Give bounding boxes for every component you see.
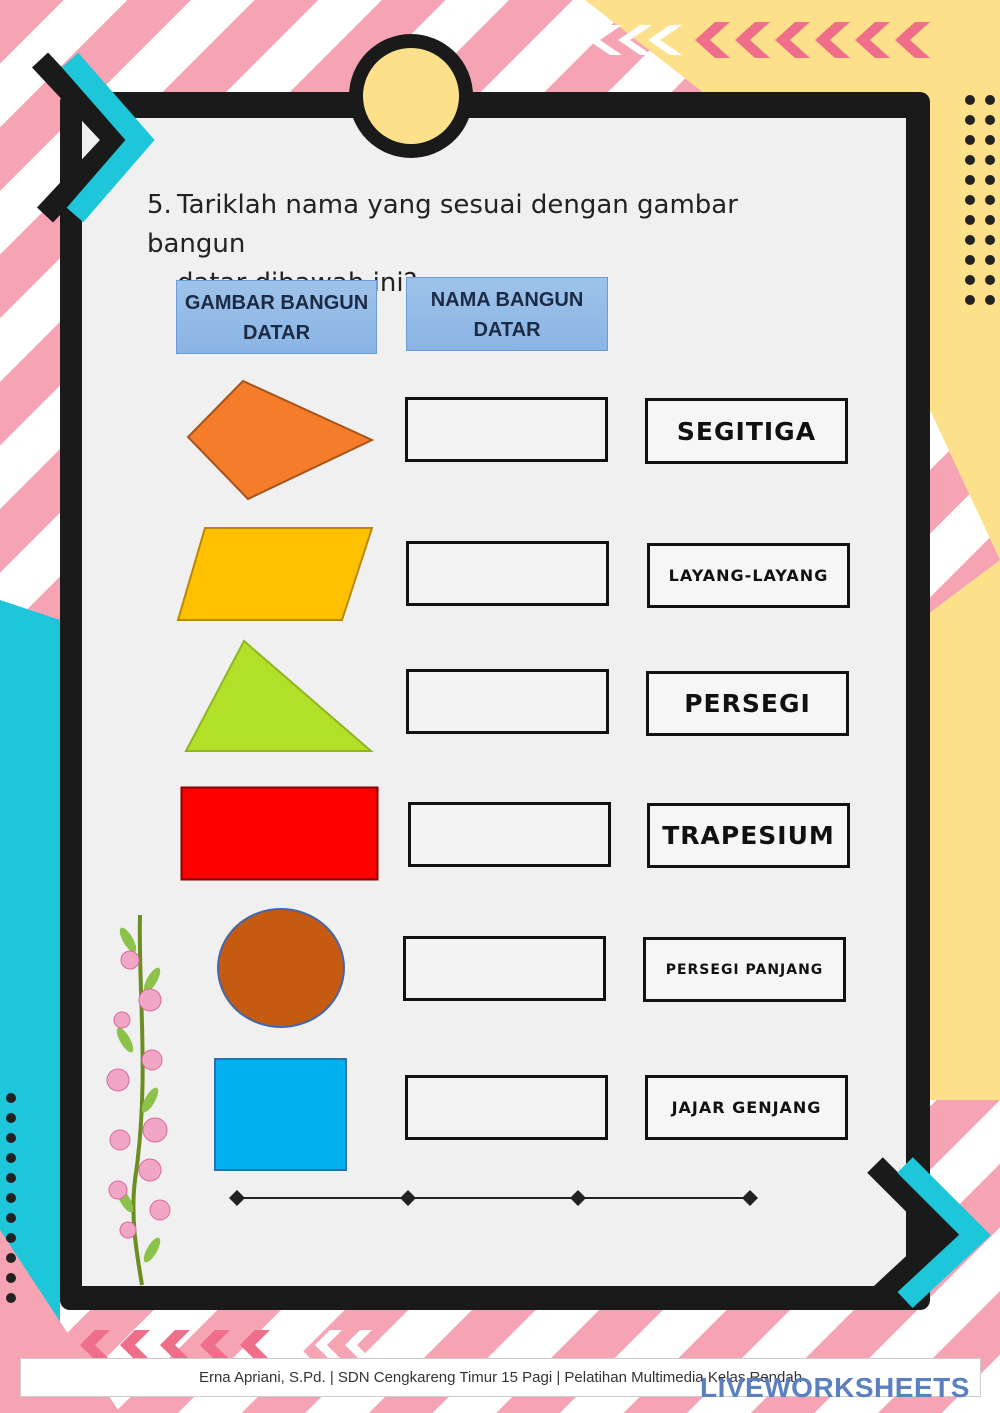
name-option-layang-layang[interactable]: LAYANG-LAYANG <box>647 543 850 608</box>
name-option-persegi-panjang[interactable]: PERSEGI PANJANG <box>643 937 846 1002</box>
answer-slot-3[interactable] <box>406 669 609 734</box>
answer-slot-1[interactable] <box>405 397 608 462</box>
name-option-jajar-genjang[interactable]: JAJAR GENJANG <box>645 1075 848 1140</box>
question-line-1: Tariklah nama yang sesuai dengan gambar bangun <box>147 190 738 259</box>
answer-slot-6[interactable] <box>405 1075 608 1140</box>
answer-slot-4[interactable] <box>408 802 611 867</box>
liveworksheets-logo <box>700 1372 970 1404</box>
kite-shape <box>180 375 380 505</box>
question-line-2: ini? <box>372 268 418 298</box>
name-option-persegi[interactable]: PERSEGI <box>646 671 849 736</box>
name-option-trapesium[interactable]: TRAPESIUM <box>647 803 850 868</box>
header-shape-column: GAMBAR BANGUN DATAR <box>176 280 377 354</box>
rectangle-shape <box>180 786 380 882</box>
footer-credit: Erna Apriani, S.Pd. | SDN Cengkareng Timur 15 Pagi | Pelatihan Multimedia Kelas Rendah <box>20 1358 981 1397</box>
parallelogram-shape <box>175 525 375 625</box>
question-number: 5. <box>147 190 172 220</box>
name-option-segitiga[interactable]: SEGITIGA <box>645 398 848 464</box>
header-name-column: NAMA BANGUN DATAR <box>406 277 608 351</box>
brand-text: LIVEWORKSHEETS <box>700 1372 970 1403</box>
decorative-divider <box>225 1185 765 1211</box>
answer-slot-5[interactable] <box>403 936 606 1001</box>
circle-shape <box>215 906 347 1030</box>
answer-slot-2[interactable] <box>406 541 609 606</box>
square-shape <box>213 1057 349 1173</box>
triangle-shape <box>182 638 376 756</box>
